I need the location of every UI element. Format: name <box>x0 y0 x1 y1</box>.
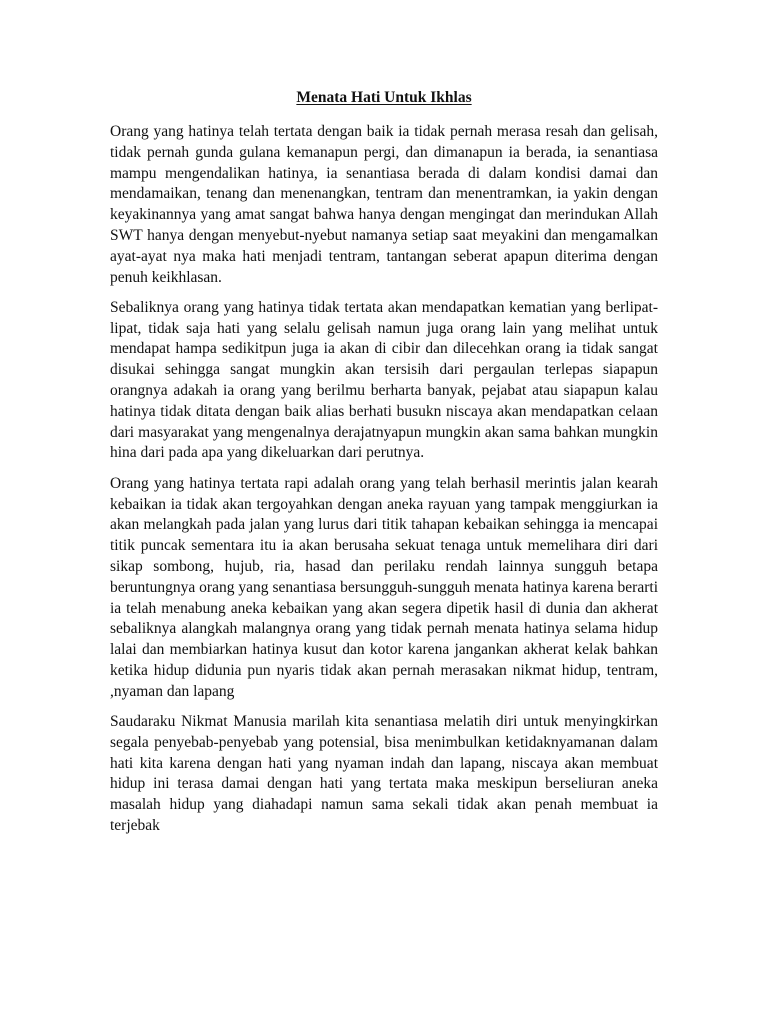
paragraph-2: Sebaliknya orang yang hatinya tidak tertata akan mendapatkan kematian yang berlipat-lipat, tidak saja hati yang selalu gelisah namun juga orang lain yang melihat untuk mendapat hampa sedikitpun juga ia akan di cibir dan dilecehkan orang ia tidak sangat disukai sehingga sangat mungkin akan tersisih dari pergaulan terlepas siapapun orangnya adakah ia orang yang berilmu berharta banyak, pejabat atau siapapun kalau hatinya tidak ditata dengan baik alias berhati busukn niscaya akan mendapatkan celaan dari masyarakat yang mengenalnya derajatnyapun mungkin akan sama bahkan mungkin hina dari pada apa yang dikeluarkan dari perutnya. <box>110 298 658 462</box>
paragraph-3: Orang yang hatinya tertata rapi adalah orang yang telah berhasil merintis jalan kearah kebaikan ia tidak akan tergoyahkan dengan aneka rayuan yang tampak menggiurkan ia akan melangkah pada jalan yang lurus dari titik tahapan kebaikan sehingga ia mencapai titik puncak sementara itu ia akan berusaha sekuat tenaga untuk memelihara diri dari sikap sombong, hujub, ria, hasad dan perilaku rendah lainnya sungguh betapa beruntungnya orang yang senantiasa bersungguh-sungguh menata hatinya karena berarti ia telah menabung aneka kebaikan yang akan segera dipetik hasil di dunia dan akherat sebaliknya alangkah malangnya orang yang tidak pernah menata hatinya selama hidup lalai dan membiarkan hatinya kusut dan kotor karena jangankan akherat kelak bahkan ketika hidup didunia pun nyaris tidak akan pernah merasakan nikmat hidup, tentram, ,nyaman dan lapang <box>110 474 658 700</box>
document-title: Menata Hati Untuk Ikhlas <box>296 89 472 106</box>
paragraph-1: Orang yang hatinya telah tertata dengan baik ia tidak pernah merasa resah dan gelisah, tidak pernah gunda gulana kemanapun pergi, dan dimanapun ia berada, ia senantiasa mampu mengendalikan hatinya, ia senantiasa berada di dalam kondisi damai dan mendamaikan, tenang dan menenangkan, tentram dan menentramkan, ia yakin dengan keyakinannya yang amat sangat bahwa hanya dengan mengingat dan merindukan Allah SWT hanya dengan menyebut-nyebut namanya setiap saat meyakini dan mengamalkan ayat-ayat nya maka hati menjadi tentram, tantangan seberat apapun diterima dengan penuh keikhlasan. <box>110 123 658 286</box>
paragraph-4: Saudaraku Nikmat Manusia marilah kita senantiasa melatih diri untuk menyingkirkan segala penyebab-penyebab yang potensial, bisa menimbulkan ketidaknyamanan dalam hati kita karena dengan hati yang nyaman indah dan lapang, niscaya akan membuat hidup ini terasa damai dengan hati yang tertata maka meskipun berseliuran aneka masalah hidup yang diahadapi namun sama sekali tidak akan penah membuat ia terjebak <box>110 713 658 834</box>
document-body <box>110 122 658 846</box>
